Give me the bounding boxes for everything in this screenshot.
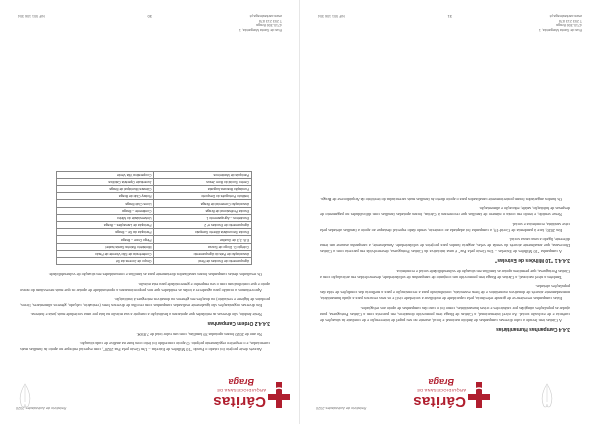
section-paragraph: Também a nível nacional, a Cáritas de Braga tem promovido um conjunto de campanhas de solidariedade, desenvolvidas em articulação com a Cáritas Portuguesa, que permitem apoiar as famílias em situação de vulnerabilidade social e económica.: [320, 268, 570, 280]
table-cell: Universidade do Minho: [57, 214, 155, 221]
table-cell: Ministério Rainha Santa Isabel: [57, 243, 155, 250]
footer-line: NIF 501 106 304: [18, 14, 45, 19]
brand-city: Braga: [228, 377, 254, 387]
brand-name: Cáritas: [213, 393, 266, 410]
section-paragraph: Neste âmbito, são diversas as entidades que apoiaram a Instituição a cumprir a sua missão na luta por uma sociedade mais justa e fraterna.: [30, 312, 262, 318]
brand-subtitle: ARQUIDIOCESANA DE: [416, 388, 466, 393]
table-cell: Lions Club Braga: [57, 200, 155, 207]
footer-nif: [318, 14, 368, 18]
table-row: [57, 171, 252, 178]
subsection-paragraph: Em 2020, face à pandemia de Covid-19, a campanha foi adaptada ao contexto, sendo dado especial destaque ao apoio a famílias afetadas pela crise sanitária, económica e social.: [320, 221, 570, 233]
table-row: [57, 221, 252, 228]
decorative-heart-icon: [540, 382, 554, 412]
footer-line: Rua de Santa Margarida, 1: [538, 27, 582, 32]
table-cell: Paróquia de Lamaçães – Braga: [57, 221, 155, 228]
table-row: [57, 178, 252, 185]
brand-name: Cáritas: [413, 393, 466, 410]
section-heading: 3.4.4.2 Ordem Campanhas: [207, 320, 270, 327]
table-cell: Associação Comercial de Braga: [154, 200, 252, 207]
table-cell: Escola Secundária Alberto Sampaio: [154, 229, 252, 236]
table-cell: Pingo Doce – Braga: [57, 236, 155, 243]
table-row: [57, 250, 252, 257]
footer-nif: [18, 14, 68, 18]
table-row: [57, 185, 252, 192]
table-cell: E.B. 2,3 de Gualtar: [154, 236, 252, 243]
table-cell: Colégio D. Diogo de Sousa: [154, 243, 252, 250]
footer-line: 4710-306 Braga: [556, 23, 582, 28]
table-row: [57, 257, 252, 264]
table-row: [57, 214, 252, 221]
caritas-cross-icon: [468, 382, 490, 408]
footer-line: T 253 213 878: [558, 18, 582, 23]
table-row: [57, 200, 252, 207]
footer-line: www.caritasbraga.pt: [249, 14, 282, 19]
partners-table: [56, 171, 252, 266]
table-row: [57, 236, 252, 243]
footer-line: T 253 213 878: [258, 18, 282, 23]
footer-address: [162, 14, 282, 32]
report-title: Relatório de Actividades 2020: [316, 406, 367, 410]
table-row: [57, 243, 252, 250]
left-page-content: [20, 171, 270, 352]
table-cell: Associação de Pais do Agrupamento: [154, 250, 252, 257]
table-cell: Continente – Braga: [57, 207, 155, 214]
table-cell: Paróquia da Sé – Braga: [57, 229, 155, 236]
decorative-heart-icon: [18, 382, 32, 412]
table-cell: Fundação Bracara Augusta: [154, 185, 252, 192]
table-cell: Agrupamento de Escolas nº 2: [154, 221, 252, 228]
footer-line: 4710-306 Braga: [256, 23, 282, 28]
footer-line: Rua de Santa Margarida, 1: [238, 27, 282, 32]
right-page: [300, 0, 600, 424]
section-paragraph: Estas campanhas revestem-se de grande relevância, pela capacidade de mobilizar a sociedade civil e os seus recursos para a ajuda humanitária, nomeadamente através de donativos monetários e de bens essenciais, contribuindo para a reconstrução e para a melhoria das condições de vida das populações afetadas.: [320, 283, 570, 302]
table-cell: Centro Social do Bom Jesus: [154, 178, 252, 185]
report-title: Relatório de Actividades 2020: [16, 406, 67, 410]
footer-address: [462, 14, 582, 32]
table-cell: Escola Profissional de Braga: [154, 207, 252, 214]
table-cell: Rotary Club de Braga: [57, 193, 155, 200]
page-number: 30: [147, 14, 152, 19]
section-heading: 3.4.4 Campanhas Humanitárias: [496, 326, 570, 332]
footer-line: www.caritasbraga.pt: [549, 14, 582, 19]
intro-paragraph: No ano de 2020 foram apoiadas 39 famílias, com um valor total de 7.850€.: [136, 331, 262, 337]
table-cell: Conferência de São Vicente de Paulo: [57, 250, 155, 257]
subsection-paragraph: A campanha "10 Milhões de Estrelas – Um Gesto pela Paz" é uma iniciativa da Cáritas Portuguesa, desenvolvida em parceria com a Cáritas Diocesana, que anualmente através da venda de velas, angaria fundos para projetos de solidariedade. Anualmente, a campanha assume um tema diferente, ligado a uma causa social.: [320, 236, 570, 255]
table-cell: Instituto Português do Desporto: [154, 193, 252, 200]
subsection-paragraph: Nesse sentido, e tendo em conta o número de famílias que recorreram à Cáritas, foram apoiadas famílias com dificuldades no pagamento de despesas de habitação, saúde, educação e alimentação.: [320, 206, 570, 218]
table-row: [57, 229, 252, 236]
table-cell: Escuteiros – Agrupamento 1: [154, 214, 252, 221]
section-paragraph: Em diversas organizações são igualmente realizadas campanhas com recolha de diversos bens (vestuário, calçado, géneros alimentares, livros, produtos de higiene e vestuário) ou doações em géneros ou donativos entregues à instituição.: [20, 296, 270, 309]
section-paragraph: Os resultados destas campanhas foram canalizados diretamente para as famílias e comunidades em situação de vulnerabilidade.: [48, 272, 262, 278]
table-cell: Paróquia de Maximinos: [154, 171, 252, 178]
intro-paragraph: Através deste projeto foi criado o Fundo "10 Milhões de Estrelas – Um Gesto pela Paz 2020", com especial enfoque no apoio às famílias mais carenciadas, e o respetivo regulamento próprio. O apoio concedido foi feito com base na análise de cada situação.: [20, 340, 270, 352]
section-paragraph: Aproveitamos a ocasião para agradecer a todas as entidades que nos proporcionaram a oportunidade de apoiar os que mais necessitam do nosso apoio e que contribuíram com o seu empenho e generosidade para esta missão.: [20, 281, 270, 293]
brand-subtitle: ARQUIDIOCESANA DE: [216, 388, 266, 393]
caritas-logo: [210, 364, 290, 410]
section-paragraph: A Cáritas tem levado a cabo diversas campanhas de âmbito nacional e local, assente no seu papel de intervenção e de combate às situações de carência e de exclusão social. Ao nível internacional, a Cáritas de Braga tem promovido donativos, em parceria com a Cáritas Portuguesa, para ajudar as populações atingidas por catástrofes e crises humanitárias, como foi o caso das campanhas de apoio aos refugiados.: [320, 305, 570, 323]
table-cell: Agrupamento de Escolas de Real: [154, 257, 252, 264]
table-cell: Cooperativa Vila Verde: [57, 171, 155, 178]
right-page-content: [320, 193, 570, 336]
table-row: [57, 207, 252, 214]
brand-city: Braga: [428, 377, 454, 387]
table-cell: Grupo de Jovens da Sé: [57, 257, 155, 264]
page-number: 31: [447, 14, 452, 19]
subsection-paragraph: Os fundos angariados foram posteriormente canalizados para o apoio direto às famílias mais carenciadas do território da Arquidiocese de Braga.: [320, 196, 562, 202]
table-cell: Juventude Operária Católica: [57, 178, 155, 185]
table-cell: Câmara Municipal de Braga: [57, 185, 155, 192]
table-row: [57, 193, 252, 200]
caritas-cross-icon: [268, 382, 290, 408]
caritas-logo: [410, 364, 490, 410]
subsection-heading: 3.4.4.1 "10 Milhões de Estrelas": [494, 257, 570, 264]
footer-line: NIF 501 106 304: [318, 14, 345, 19]
